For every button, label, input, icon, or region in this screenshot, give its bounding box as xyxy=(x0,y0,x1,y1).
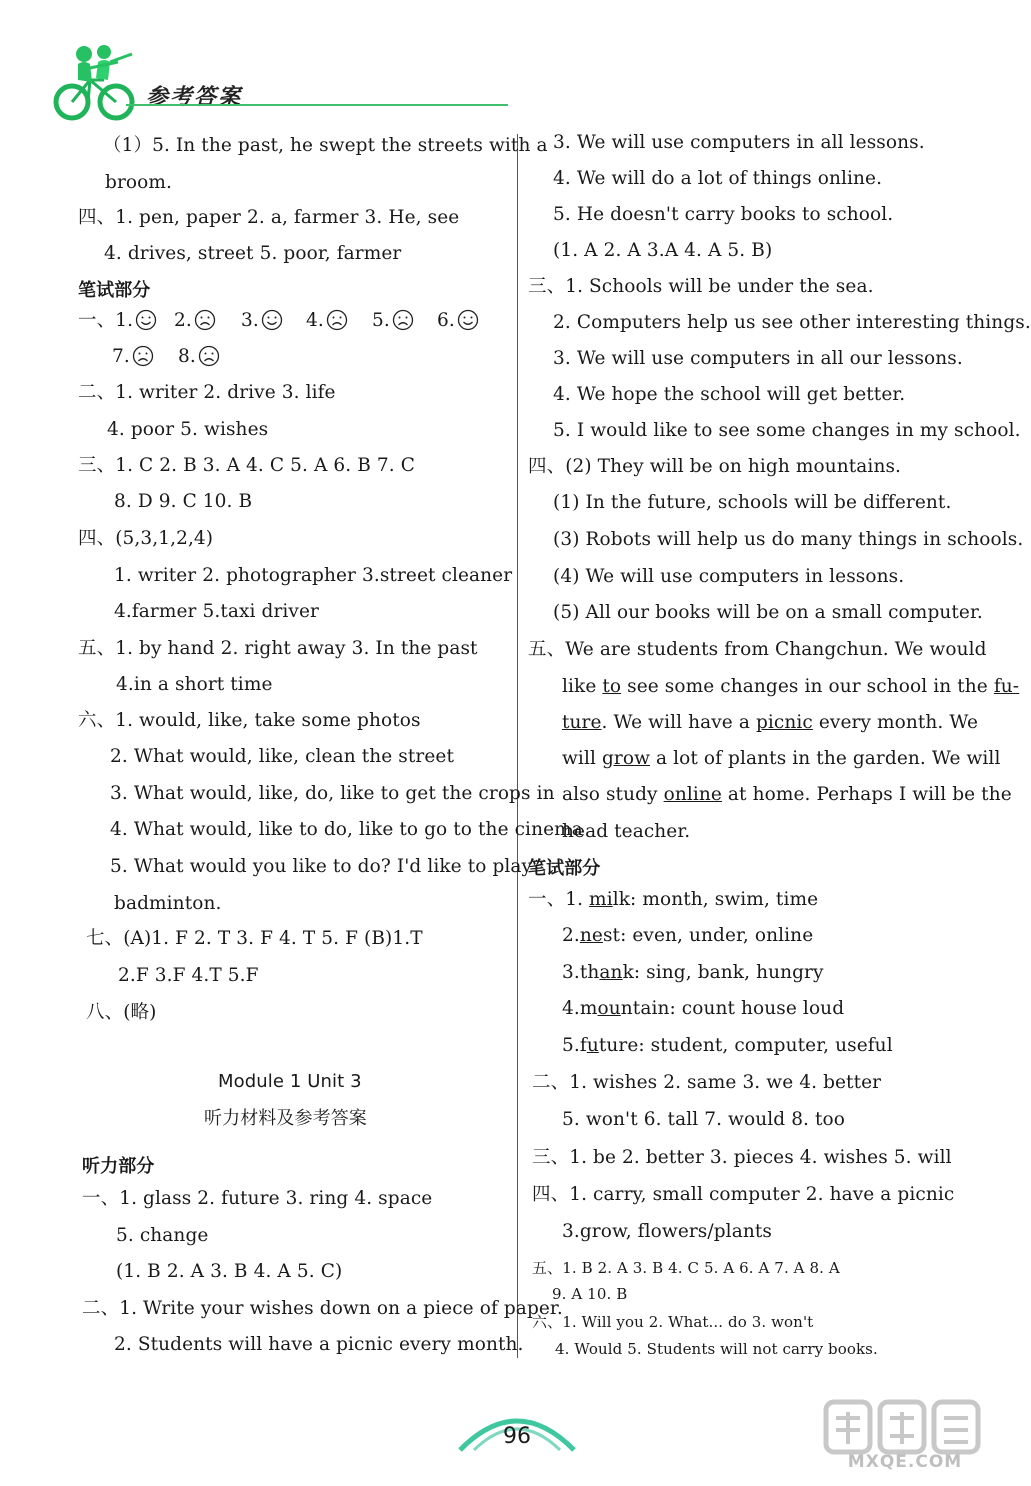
underlined-answer-line xyxy=(562,1034,893,1058)
face-answer-row xyxy=(78,309,157,333)
smiling-face-icon xyxy=(261,309,283,331)
text-line: （1）5. In the past, he swept the streets with a xyxy=(103,135,548,156)
text-line: 3. What would, like, do, like to get the crops in xyxy=(110,783,555,804)
text-line: 3. xyxy=(241,310,259,331)
text-line: 二、1. writer 2. drive 3. life xyxy=(78,382,336,403)
underlined-answer-line xyxy=(562,711,978,735)
text-segment: a lot of plants in the garden. We will xyxy=(650,748,1001,769)
face-answer-row xyxy=(174,309,216,333)
face-answer-row xyxy=(112,345,154,369)
text-segment: k: sing, bank, hungry xyxy=(622,962,824,983)
text-segment: . We will have a xyxy=(601,712,756,733)
text-line: (5) All our books will be on a small computer. xyxy=(553,602,983,623)
text-line: 三、1. C 2. B 3. A 4. C 5. A 6. B 7. C xyxy=(78,455,415,476)
face-answer-row xyxy=(306,309,348,333)
watermark-text: MXQE.COM xyxy=(847,1452,963,1472)
text-line: 四、(2) They will be on high mountains. xyxy=(528,456,902,477)
column-divider xyxy=(517,134,518,1358)
section-heading: 笔试部分 xyxy=(78,280,151,301)
text-segment: will xyxy=(562,748,602,769)
smiling-face-icon xyxy=(135,309,157,331)
text-line: 3. We will use computers in all lessons. xyxy=(553,132,925,153)
text-line: 5. What would you like to do? I'd like to play xyxy=(110,856,533,877)
section-subtitle: 听力材料及参考答案 xyxy=(204,1108,367,1129)
text-line: 4. We hope the school will get better. xyxy=(553,384,906,405)
text-line: 六、1. Will you 2. What... do 3. won't xyxy=(532,1313,814,1331)
frowning-face-icon xyxy=(392,309,414,331)
text-line: 四、(5,3,1,2,4) xyxy=(78,528,214,549)
underlined-answer: picnic xyxy=(755,712,813,733)
text-line: 一、1. xyxy=(78,310,134,331)
text-line: 一、1. glass 2. future 3. ring 4. space xyxy=(82,1188,433,1209)
module-title: Module 1 Unit 3 xyxy=(218,1071,362,1092)
text-segment: st: even, under, online xyxy=(602,925,814,946)
text-segment: 5.f xyxy=(562,1035,587,1056)
text-segment: 2. xyxy=(562,925,580,946)
underlined-answer: an xyxy=(599,962,623,983)
underlined-answer-line xyxy=(528,888,818,912)
text-line: 二、1. wishes 2. same 3. we 4. better xyxy=(532,1072,882,1093)
text-line: 1. writer 2. photographer 3.street cleaner xyxy=(114,565,513,586)
text-line: badminton. xyxy=(114,893,222,914)
underlined-answer-line xyxy=(562,783,1012,807)
text-line: 4. Would 5. Students will not carry books. xyxy=(555,1340,878,1358)
text-line: 6. xyxy=(437,310,455,331)
text-line: 5. won't 6. tall 7. would 8. too xyxy=(562,1109,846,1130)
text-line: 5. xyxy=(372,310,390,331)
frowning-face-icon xyxy=(326,309,348,331)
text-line: 六、1. would, like, take some photos xyxy=(78,710,421,731)
underlined-answer-line xyxy=(562,997,844,1021)
section-heading: 笔试部分 xyxy=(528,858,601,879)
text-line: 八、(略) xyxy=(86,1002,157,1023)
face-answer-row xyxy=(372,309,414,333)
text-line: 4.in a short time xyxy=(116,674,273,695)
text-line: 三、1. be 2. better 3. pieces 4. wishes 5. will xyxy=(532,1147,952,1168)
text-line: 3.grow, flowers/plants xyxy=(562,1221,772,1242)
face-answer-row xyxy=(178,345,220,369)
text-line: head teacher. xyxy=(562,821,691,842)
text-segment: see some changes in our school in the xyxy=(621,676,994,697)
text-segment: 4.m xyxy=(562,998,598,1019)
text-segment: ntain: count house loud xyxy=(620,998,845,1019)
text-line: 2. xyxy=(174,310,192,331)
underlined-answer: mi xyxy=(589,889,613,910)
text-line: 7. xyxy=(112,346,130,367)
underlined-answer: u xyxy=(586,1035,599,1056)
underlined-answer: ne xyxy=(579,925,603,946)
underlined-answer-line xyxy=(562,961,824,985)
text-line: 七、(A)1. F 2. T 3. F 4. T 5. F (B)1.T xyxy=(86,928,423,949)
text-segment: lk: month, swim, time xyxy=(612,889,819,910)
underlined-answer-line xyxy=(562,747,1000,771)
text-line: 4. xyxy=(306,310,324,331)
text-line: (1. A 2. A 3.A 4. A 5. B) xyxy=(553,240,773,261)
underlined-answer-line xyxy=(562,924,813,948)
text-line: 4. We will do a lot of things online. xyxy=(553,168,883,189)
text-line: 5. change xyxy=(116,1225,209,1246)
text-line: 2.F 3.F 4.T 5.F xyxy=(118,965,259,986)
text-line: 四、1. carry, small computer 2. have a picnic xyxy=(532,1184,955,1205)
underlined-answer: ou xyxy=(597,998,621,1019)
underlined-answer: fu- xyxy=(993,676,1020,697)
underlined-answer: to xyxy=(602,676,622,697)
text-line: 9. A 10. B xyxy=(552,1285,628,1303)
text-segment: 3.th xyxy=(562,962,600,983)
text-line: 4. drives, street 5. poor, farmer xyxy=(104,243,402,264)
text-segment: also study xyxy=(562,784,664,805)
text-segment: like xyxy=(562,676,603,697)
header-rule xyxy=(126,104,508,106)
section-heading: 听力部分 xyxy=(82,1156,155,1177)
face-answer-row xyxy=(241,309,283,333)
text-line: 五、1. by hand 2. right away 3. In the past xyxy=(78,638,478,659)
text-segment: 一、1. xyxy=(528,889,590,910)
text-line: (1) In the future, schools will be different. xyxy=(553,492,952,513)
text-line: 五、1. B 2. A 3. B 4. C 5. A 6. A 7. A 8. A xyxy=(532,1259,840,1277)
face-answer-row xyxy=(437,309,479,333)
text-line: 4. poor 5. wishes xyxy=(107,419,269,440)
text-line: 8. xyxy=(178,346,196,367)
text-line: 2. Computers help us see other interesting things. xyxy=(553,312,1031,333)
underlined-answer: online xyxy=(663,784,722,805)
text-line: 2. What would, like, clean the street xyxy=(110,746,454,767)
smiling-face-icon xyxy=(457,309,479,331)
text-segment: at home. Perhaps I will be the xyxy=(721,784,1012,805)
text-line: 三、1. Schools will be under the sea. xyxy=(528,276,874,297)
frowning-face-icon xyxy=(132,345,154,367)
text-segment: every month. We xyxy=(812,712,979,733)
page-number: 96 xyxy=(503,1424,531,1449)
text-line: 五、We are students from Changchun. We would xyxy=(528,639,987,660)
underlined-answer-line xyxy=(562,675,1019,699)
text-line: 2. Students will have a picnic every month. xyxy=(114,1334,524,1355)
text-line: broom. xyxy=(105,172,172,193)
text-line: (3) Robots will help us do many things in schools. xyxy=(553,529,1024,550)
text-line: 5. He doesn't carry books to school. xyxy=(553,204,894,225)
frowning-face-icon xyxy=(198,345,220,367)
text-line: 二、1. Write your wishes down on a piece of paper. xyxy=(82,1298,563,1319)
underlined-answer: grow xyxy=(601,748,651,769)
text-line: (4) We will use computers in lessons. xyxy=(553,566,905,587)
text-line: (1. B 2. A 3. B 4. A 5. C) xyxy=(116,1261,343,1282)
text-line: 4.farmer 5.taxi driver xyxy=(114,601,319,622)
frowning-face-icon xyxy=(194,309,216,331)
text-line: 5. I would like to see some changes in my school. xyxy=(553,420,1021,441)
text-line: 3. We will use computers in all our lessons. xyxy=(553,348,963,369)
text-segment: ture: student, computer, useful xyxy=(598,1035,893,1056)
underlined-answer: ture xyxy=(562,712,602,733)
text-line: 四、1. pen, paper 2. a, farmer 3. He, see xyxy=(78,207,460,228)
text-line: 8. D 9. C 10. B xyxy=(114,491,253,512)
bicycle-kids-logo xyxy=(48,40,138,124)
text-line: 4. What would, like to do, like to go to the cinema xyxy=(110,819,583,840)
header-title: 参考答案 xyxy=(146,84,243,110)
